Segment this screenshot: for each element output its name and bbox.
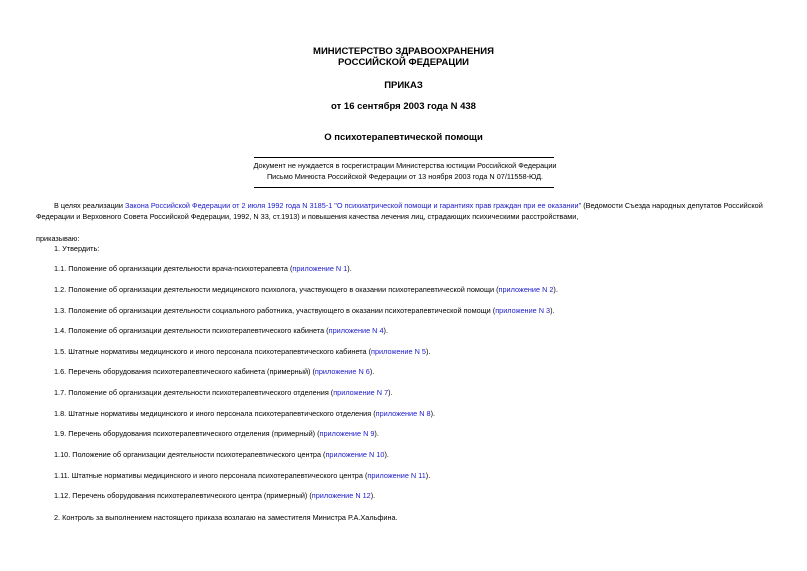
note-top-divider (254, 157, 554, 158)
list-item: 1.3. Положение об организации деятельности социального работника, участвующего в оказании психотерапевтической помощи (приложение N 3). (54, 306, 555, 315)
appendix-link[interactable]: приложение N 2 (498, 285, 554, 294)
list-item: 1.8. Штатные нормативы медицинского и иного персонала психотерапевтического отделения (приложение N 8). (54, 409, 436, 418)
preamble-suffix: (Ведомости Съезда народных депутатов Российской Федерации и Верховного Совета Российской Федерации, 1992, N 33, ст.1913) и повышения качества лечения лиц, страдающих психическими расстройствами, (36, 201, 763, 221)
list-item: 1.11. Штатные нормативы медицинского и иного персонала психотерапевтического центра (приложение N 11). (54, 471, 431, 480)
appendix-link[interactable]: приложение N 12 (311, 491, 371, 500)
appendix-link[interactable]: приложение N 10 (325, 450, 385, 459)
list-item: 1.2. Положение об организации деятельности медицинского психолога, участвующего в оказании психотерапевтической помощи (приложение N 2). (54, 285, 558, 294)
list-item: 1.10. Положение об организации деятельности психотерапевтического центра (приложение N 10). (54, 450, 389, 459)
appendix-link[interactable]: приложение N 8 (375, 409, 431, 418)
appendix-link[interactable]: приложение N 4 (328, 326, 384, 335)
list-item: 1.12. Перечень оборудования психотерапевтического центра (примерный) (приложение N 12). (54, 491, 376, 500)
list-item: 1.6. Перечень оборудования психотерапевтического кабинета (примерный) (приложение N 6). (54, 367, 375, 376)
list-item: 1.9. Перечень оборудования психотерапевтического отделения (примерный) (приложение N 9). (54, 429, 379, 438)
appendix-link[interactable]: приложение N 6 (314, 367, 370, 376)
document-date-number: от 16 сентября 2003 года N 438 (331, 101, 476, 112)
appendix-link[interactable]: приложение N 11 (367, 471, 426, 480)
law-link[interactable]: Закона Российской Федерации от 2 июля 1992 года N 3185-1 "О психиатрической помощи и гарантиях прав граждан при ее оказании" (124, 201, 582, 210)
appendix-link[interactable]: приложение N 1 (292, 264, 348, 273)
registration-note-line2: Письмо Минюста Российской Федерации от 13 ноября 2003 года N 07/11558-ЮД. (266, 172, 544, 181)
list-item: 1.1. Положение об организации деятельности врача-психотерапевта (приложение N 1). (54, 264, 352, 273)
appendix-link[interactable]: приложение N 3 (495, 306, 551, 315)
approve-line: 1. Утвердить: (54, 244, 100, 253)
ministry-name-line1: МИНИСТЕРСТВО ЗДРАВООХРАНЕНИЯ (313, 46, 494, 57)
list-item: 1.4. Положение об организации деятельности психотерапевтического кабинета (приложение N 4). (54, 326, 388, 335)
appendix-link[interactable]: приложение N 5 (371, 347, 426, 356)
note-bottom-divider (254, 187, 554, 188)
order-word: приказываю: (36, 234, 80, 243)
preamble-paragraph (36, 200, 774, 222)
document-title: О психотерапевтической помощи (324, 132, 483, 143)
control-line: 2. Контроль за выполнением настоящего приказа возлагаю на заместителя Министра Р.А.Хальфина. (54, 513, 398, 522)
list-item: 1.5. Штатные нормативы медицинского и иного персонала психотерапевтического кабинета (приложение N 5). (54, 347, 431, 356)
document-type: ПРИКАЗ (384, 80, 423, 91)
preamble-prefix: В целях реализации (54, 201, 125, 210)
list-item: 1.7. Положение об организации деятельности психотерапевтического отделения (приложение N 7). (54, 388, 393, 397)
appendix-link[interactable]: приложение N 7 (333, 388, 389, 397)
appendix-link[interactable]: приложение N 9 (319, 429, 375, 438)
registration-note-line1: Документ не нуждается в госрегистрации Министерства юстиции Российской Федерации (253, 161, 557, 170)
ministry-name-line2: РОССИЙСКОЙ ФЕДЕРАЦИИ (337, 57, 469, 68)
